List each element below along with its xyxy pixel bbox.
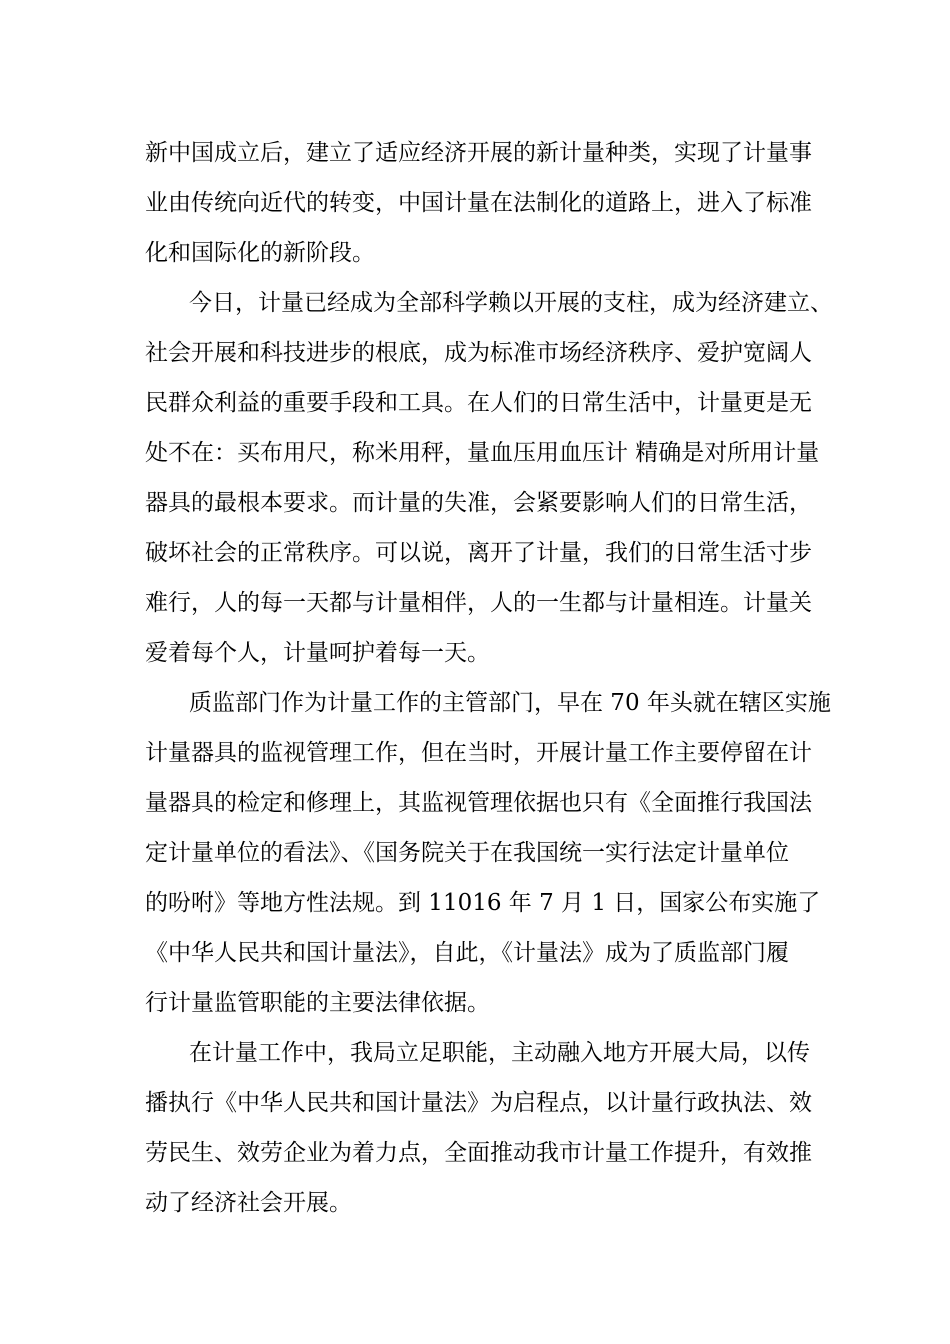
text-line: 定计量单位的看法》、《国务院关于在我国统一实行法定计量单位 xyxy=(145,840,789,866)
text-line: 《中华人民共和国计量法》，自此，《计量法》成为了质监部门履 xyxy=(145,940,789,966)
text-line: 爱着每个人，计量呵护着每一天。 xyxy=(145,640,490,666)
text-line: 处不在：买布用尺，称米用秤，量血压用血压计 精确是对所用计量 xyxy=(145,440,820,466)
text-line: 量器具的检定和修理上，其监视管理依据也只有《全面推行我国法 xyxy=(145,790,812,816)
text-line: 播执行《中华人民共和国计量法》为启程点，以计量行政执法、效 xyxy=(145,1090,812,1116)
text-line: 化和国际化的新阶段。 xyxy=(145,240,375,266)
text-line: 社会开展和科技进步的根底，成为标准市场经济秩序、爱护宽阔人 xyxy=(145,340,812,366)
text-line: 业由传统向近代的转变，中国计量在法制化的道路上，进入了标准 xyxy=(145,190,812,216)
text-line: 器具的最根本要求。而计量的失准，会紧要影响人们的日常生活， xyxy=(145,490,812,516)
paragraph-2 xyxy=(145,278,835,678)
text-line: 新中国成立后，建立了适应经济开展的新计量种类，实现了计量事 xyxy=(145,140,812,166)
text-line: 在计量工作中，我局立足职能，主动融入地方开展大局，以传 xyxy=(189,1040,810,1066)
text-line: 动了经济社会开展。 xyxy=(145,1190,352,1216)
text-line: 民群众利益的重要手段和工具。在人们的日常生活中，计量更是无 xyxy=(145,390,812,416)
text-line: 难行，人的每一天都与计量相伴，人的一生都与计量相连。计量关 xyxy=(145,590,812,616)
paragraph-4 xyxy=(145,1028,835,1228)
text-line: 的吩咐》等地方性法规。到 11016 年 7 月 1 日，国家公布实施了 xyxy=(145,890,821,916)
text-line: 劳民生、效劳企业为着力点，全面推动我市计量工作提升，有效推 xyxy=(145,1140,812,1166)
text-line: 计量器具的监视管理工作，但在当时，开展计量工作主要停留在计 xyxy=(145,740,812,766)
text-line: 今日，计量已经成为全部科学赖以开展的支柱，成为经济建立、 xyxy=(189,290,833,316)
paragraph-1 xyxy=(145,128,835,278)
paragraph-3 xyxy=(145,678,835,1028)
document-body xyxy=(145,128,835,1228)
text-line: 行计量监管职能的主要法律依据。 xyxy=(145,990,490,1016)
text-line: 质监部门作为计量工作的主管部门，早在 70 年头就在辖区实施 xyxy=(189,690,831,716)
text-line: 破坏社会的正常秩序。可以说，离开了计量，我们的日常生活寸步 xyxy=(145,540,812,566)
